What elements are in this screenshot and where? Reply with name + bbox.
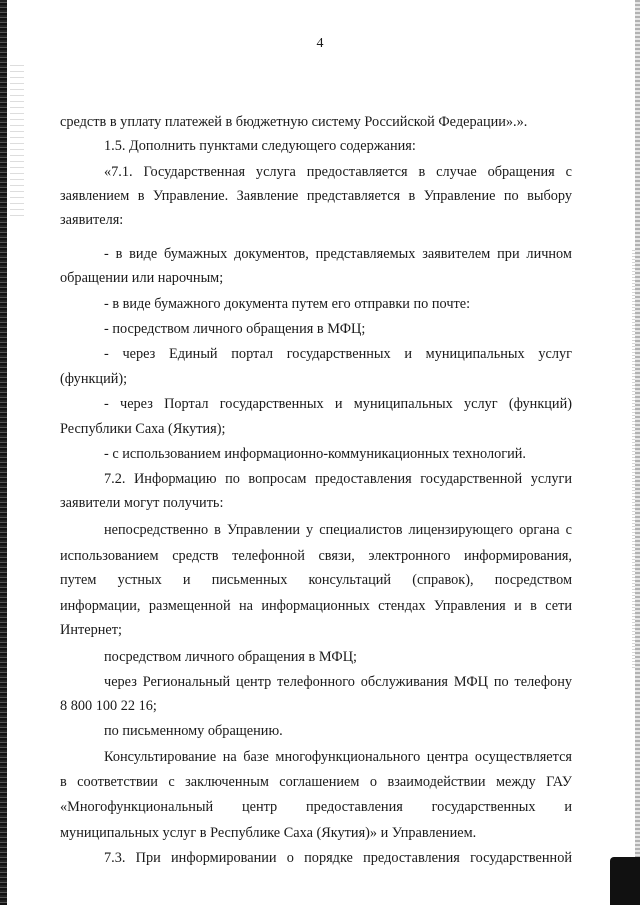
text-line: «Многофункциональный центр предоставления государственных и — [60, 799, 572, 815]
text-line: 1.5. Дополнить пунктами следующего содержания: — [104, 138, 416, 154]
text-line: заявителя: — [60, 212, 124, 228]
text-line: - через Портал государственных и муниципальных услуг (функций) — [104, 396, 572, 412]
text-line: информации, размещенной на информационных стендах Управления и в сети — [60, 598, 572, 614]
text-line: обращении или нарочным; — [60, 270, 224, 286]
text-line: заявители могут получить: — [60, 495, 224, 511]
text-line: (функций); — [60, 371, 128, 387]
text-line: - с использованием информационно-коммуникационных технологий. — [104, 446, 526, 462]
scan-left-speckle — [10, 60, 24, 220]
text-line: путем устных и письменных консультаций (справок), посредством — [60, 572, 572, 588]
text-line: заявлением в Управление. Заявление представляется в Управление по выбору — [60, 188, 572, 204]
text-line: 7.3. При информировании о порядке предоставления государственной — [104, 850, 572, 866]
scan-corner-mark — [610, 857, 640, 905]
text-line: непосредственно в Управлении у специалистов лицензирующего органа с — [104, 522, 572, 538]
text-line: Консультирование на базе многофункционального центра осуществляется — [104, 749, 572, 765]
scan-right-noise — [632, 250, 635, 670]
text-line: - посредством личного обращения в МФЦ; — [104, 321, 366, 337]
scan-left-edge — [0, 0, 7, 905]
text-line: через Региональный центр телефонного обслуживания МФЦ по телефону — [104, 674, 572, 690]
text-line: по письменному обращению. — [104, 723, 283, 739]
text-line: 8 800 100 22 16; — [60, 698, 157, 714]
text-line: «7.1. Государственная услуга предоставляется в случае обращения с — [104, 164, 572, 180]
text-line: - через Единый портал государственных и муниципальных услуг — [104, 346, 572, 362]
text-line: средств в уплату платежей в бюджетную систему Российской Федерации».». — [60, 114, 528, 130]
text-line: муниципальных услуг в Республике Саха (Якутия)» и Управлением. — [60, 825, 477, 841]
text-line: 7.2. Информацию по вопросам предоставления государственной услуги — [104, 471, 572, 487]
text-line: посредством личного обращения в МФЦ; — [104, 649, 357, 665]
text-line: использованием средств телефонной связи, электронного информирования, — [60, 548, 572, 564]
text-line: Интернет; — [60, 622, 122, 638]
scan-right-edge — [635, 0, 640, 905]
text-line: Республики Саха (Якутия); — [60, 421, 226, 437]
text-line: - в виде бумажного документа путем его отправки по почте: — [104, 296, 471, 312]
text-line: в соответствии с заключенным соглашением о взаимодействии между ГАУ — [60, 774, 572, 790]
text-line: - в виде бумажных документов, представляемых заявителем при личном — [104, 246, 572, 262]
page-number: 4 — [316, 36, 324, 51]
